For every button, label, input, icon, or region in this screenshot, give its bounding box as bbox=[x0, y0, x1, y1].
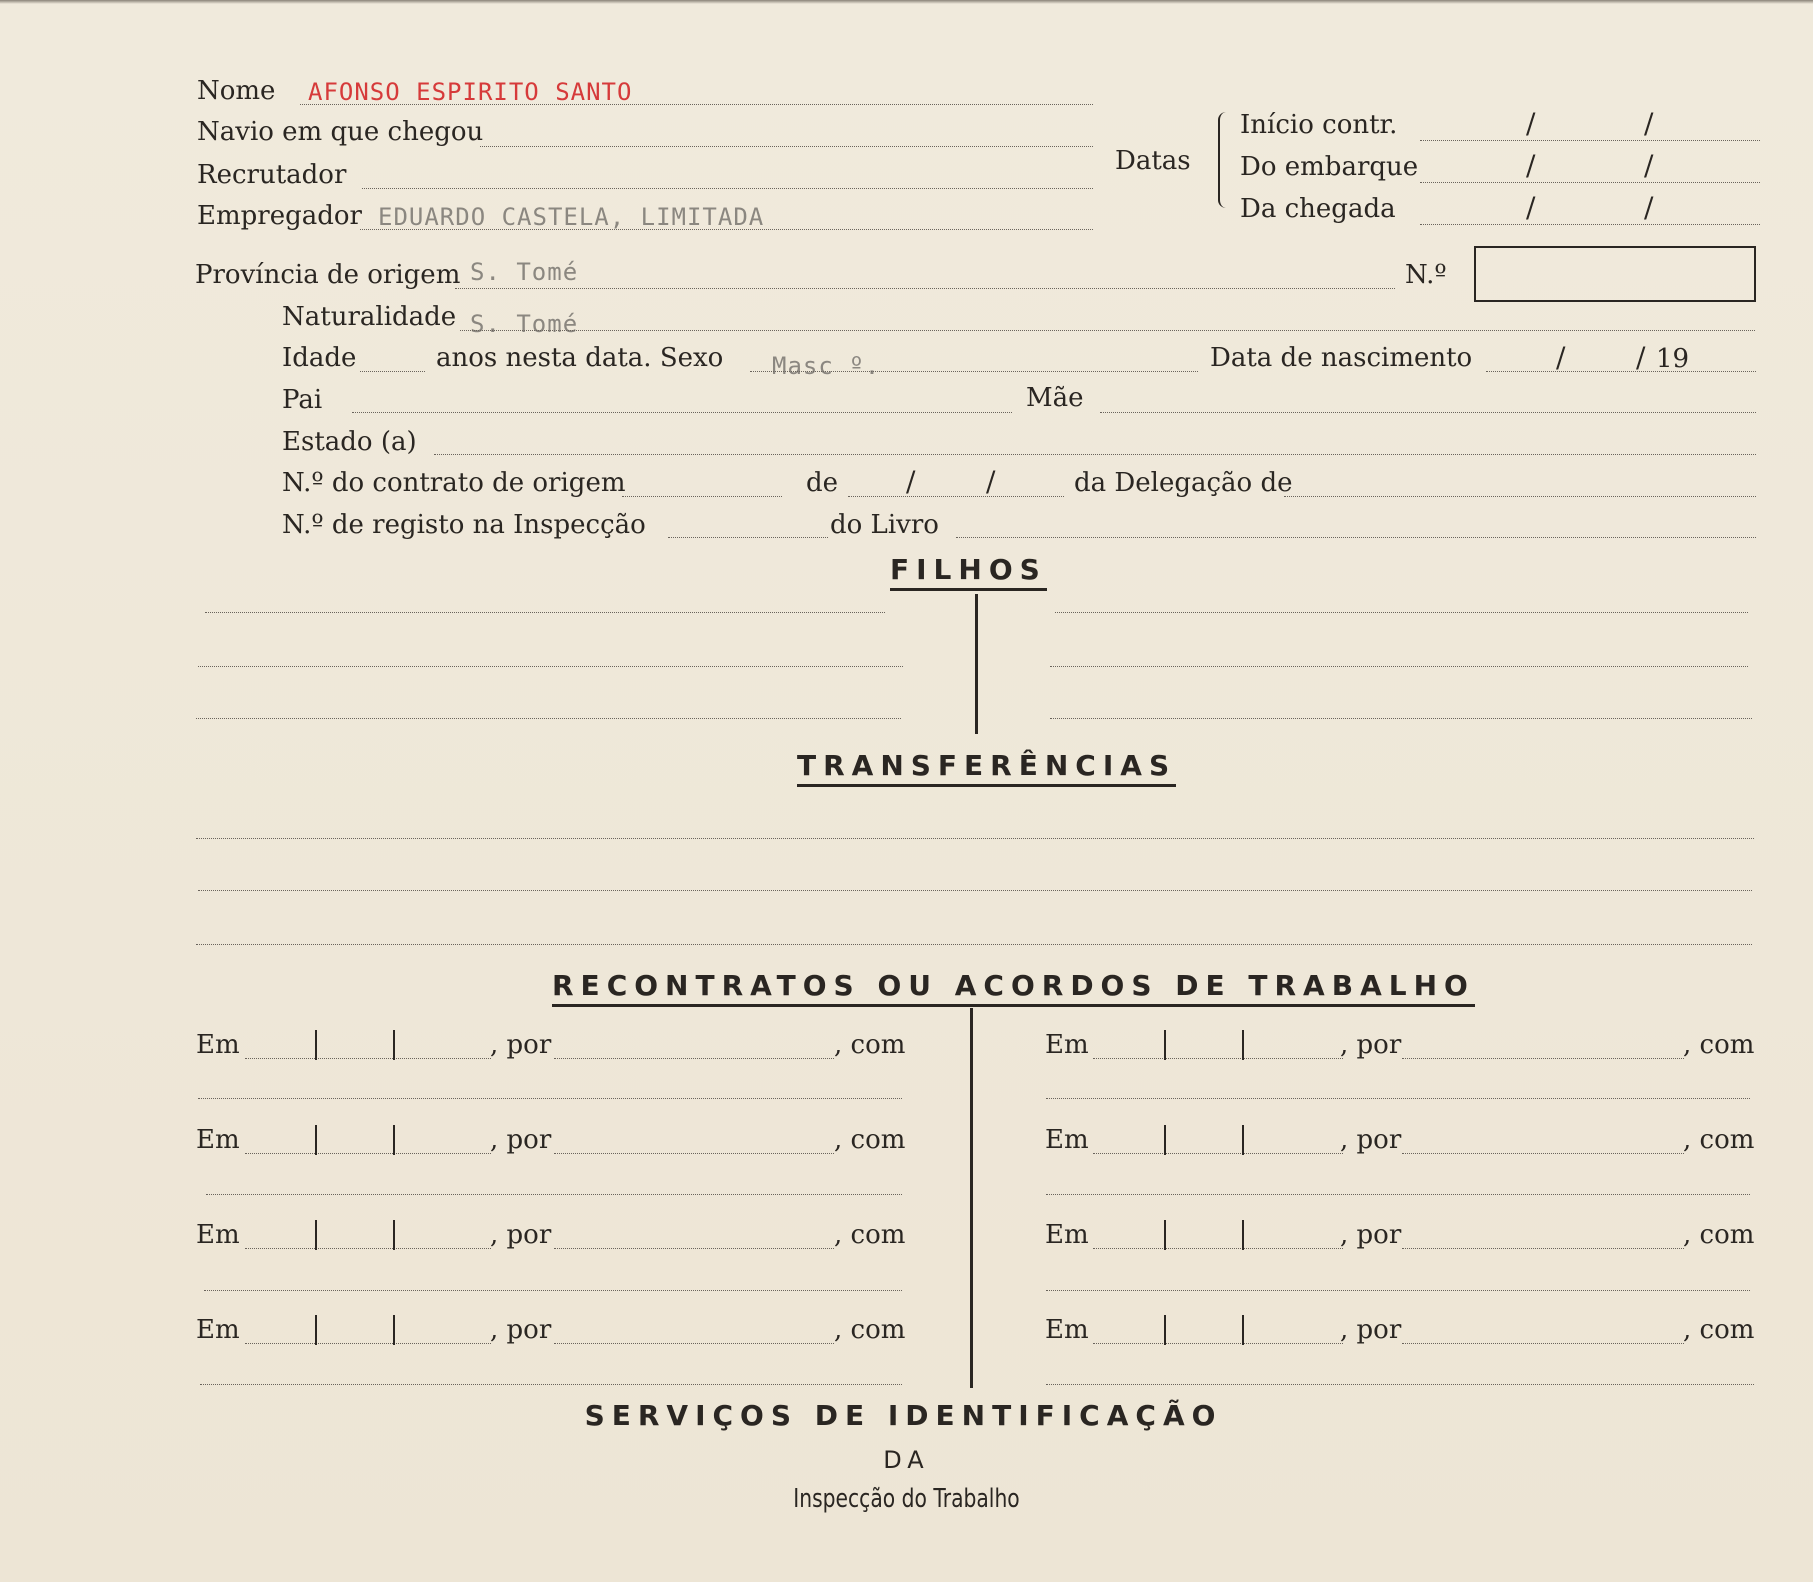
provincia-label: Província de origem bbox=[195, 260, 461, 290]
por-label: , por bbox=[1340, 1030, 1402, 1060]
recrutador-line bbox=[362, 188, 1093, 189]
inicio-slash-2: / bbox=[1644, 107, 1654, 140]
numero-box bbox=[1474, 246, 1756, 302]
com-label: , com bbox=[834, 1220, 906, 1250]
transferencias-line-2 bbox=[198, 890, 1752, 891]
por-label: , por bbox=[490, 1125, 552, 1155]
por-line bbox=[1402, 1343, 1684, 1344]
anos-sexo-label: anos nesta data. Sexo bbox=[436, 343, 724, 373]
empregador-label: Empregador bbox=[197, 201, 362, 231]
contrato-label: N.º do contrato de origem bbox=[282, 468, 626, 498]
em-label: Em bbox=[196, 1030, 240, 1060]
date-separator bbox=[1242, 1030, 1244, 1060]
em-label: Em bbox=[196, 1125, 240, 1155]
com-label: , com bbox=[834, 1125, 906, 1155]
com-label: , com bbox=[1683, 1125, 1755, 1155]
filhos-divider bbox=[975, 594, 978, 734]
com-label: , com bbox=[1683, 1220, 1755, 1250]
nome-label: Nome bbox=[197, 76, 276, 106]
year-prefix: 19 bbox=[1656, 344, 1690, 374]
por-line bbox=[554, 1248, 834, 1249]
em-label: Em bbox=[1045, 1220, 1089, 1250]
delegacao-label: da Delegação de bbox=[1074, 468, 1293, 498]
footer-title: SERVIÇOS DE IDENTIFICAÇÃO bbox=[584, 1399, 1223, 1432]
embarque-slash-1: / bbox=[1526, 149, 1536, 182]
por-line bbox=[554, 1343, 834, 1344]
idade-label: Idade bbox=[282, 343, 357, 373]
nascimento-slash-2: / bbox=[1636, 341, 1646, 374]
em-date-line bbox=[1093, 1153, 1343, 1154]
delegacao-line bbox=[1284, 496, 1756, 497]
por-label: , por bbox=[490, 1315, 552, 1345]
sexo-line bbox=[750, 371, 1198, 372]
estado-line bbox=[434, 454, 1756, 455]
transferencias-heading: TRANSFERÊNCIAS bbox=[797, 752, 1176, 787]
inicio-label: Início contr. bbox=[1240, 110, 1398, 140]
naturalidade-value: S. Tomé bbox=[470, 310, 579, 338]
por-label: , por bbox=[1340, 1315, 1402, 1345]
date-separator bbox=[315, 1315, 317, 1345]
com-label: , com bbox=[834, 1030, 906, 1060]
de-line bbox=[848, 496, 1064, 497]
filhos-line-left-1 bbox=[205, 612, 885, 613]
em-label: Em bbox=[1045, 1315, 1089, 1345]
em-date-line bbox=[1093, 1248, 1343, 1249]
com-line bbox=[1046, 1098, 1750, 1099]
filhos-line-left-3 bbox=[196, 718, 901, 719]
pai-line bbox=[352, 412, 1012, 413]
date-separator bbox=[1242, 1315, 1244, 1345]
livro-line bbox=[956, 537, 1756, 538]
nascimento-slash-1: / bbox=[1556, 341, 1566, 374]
recontratos-heading: RECONTRATOS OU ACORDOS DE TRABALHO bbox=[552, 972, 1475, 1007]
com-line bbox=[206, 1194, 902, 1195]
date-separator bbox=[315, 1030, 317, 1060]
recrutador-label: Recrutador bbox=[197, 160, 347, 190]
provincia-value: S. Tomé bbox=[470, 258, 579, 286]
com-label: , com bbox=[1683, 1315, 1755, 1345]
por-label: , por bbox=[490, 1220, 552, 1250]
com-label: , com bbox=[1683, 1030, 1755, 1060]
navio-label: Navio em que chegou bbox=[197, 117, 484, 147]
registo-label: N.º de registo na Inspecção bbox=[282, 510, 646, 540]
date-separator bbox=[393, 1315, 395, 1345]
date-separator bbox=[1164, 1315, 1166, 1345]
com-line bbox=[200, 1384, 902, 1385]
empregador-value: EDUARDO CASTELA, LIMITADA bbox=[378, 203, 765, 231]
em-label: Em bbox=[196, 1220, 240, 1250]
idade-line bbox=[360, 371, 425, 372]
date-separator bbox=[393, 1220, 395, 1250]
filhos-line-right-3 bbox=[1050, 718, 1752, 719]
por-label: , por bbox=[1340, 1125, 1402, 1155]
de-label: de bbox=[806, 468, 839, 498]
date-separator bbox=[393, 1030, 395, 1060]
embarque-slash-2: / bbox=[1644, 149, 1654, 182]
filhos-line-left-2 bbox=[198, 666, 903, 667]
com-line bbox=[204, 1290, 902, 1291]
registo-line bbox=[668, 537, 828, 538]
pai-label: Pai bbox=[282, 385, 323, 415]
em-date-line bbox=[245, 1343, 491, 1344]
com-line bbox=[1046, 1290, 1750, 1291]
de-slash-1: / bbox=[906, 465, 916, 498]
com-line bbox=[198, 1098, 902, 1099]
naturalidade-line bbox=[460, 330, 1755, 331]
datas-label: Datas bbox=[1115, 146, 1191, 176]
nascimento-line bbox=[1486, 371, 1756, 372]
chegada-label: Da chegada bbox=[1240, 194, 1396, 224]
footer-inspeccao: Inspecção do Trabalho bbox=[793, 1484, 1020, 1514]
embarque-line bbox=[1420, 182, 1760, 183]
chegada-slash-2: / bbox=[1644, 191, 1654, 224]
transferencias-line-1 bbox=[196, 838, 1754, 839]
nome-line bbox=[300, 104, 1093, 105]
date-separator bbox=[1242, 1125, 1244, 1155]
estado-label: Estado (a) bbox=[282, 427, 417, 457]
por-line bbox=[554, 1058, 834, 1059]
em-label: Em bbox=[196, 1315, 240, 1345]
date-separator bbox=[1164, 1220, 1166, 1250]
chegada-line bbox=[1420, 224, 1760, 225]
empregador-line bbox=[360, 229, 1093, 230]
por-line bbox=[1402, 1058, 1684, 1059]
em-label: Em bbox=[1045, 1030, 1089, 1060]
date-separator bbox=[1164, 1030, 1166, 1060]
com-line bbox=[1046, 1384, 1754, 1385]
date-separator bbox=[315, 1125, 317, 1155]
date-separator bbox=[393, 1125, 395, 1155]
date-separator bbox=[315, 1220, 317, 1250]
mae-line bbox=[1100, 412, 1756, 413]
por-label: , por bbox=[490, 1030, 552, 1060]
com-label: , com bbox=[834, 1315, 906, 1345]
contrato-line bbox=[622, 496, 782, 497]
nome-value: AFONSO ESPIRITO SANTO bbox=[308, 78, 633, 106]
em-date-line bbox=[245, 1248, 491, 1249]
footer bbox=[0, 1399, 1813, 1514]
filhos-line-right-2 bbox=[1050, 666, 1748, 667]
embarque-label: Do embarque bbox=[1240, 152, 1419, 182]
por-line bbox=[1402, 1248, 1684, 1249]
date-separator bbox=[1242, 1220, 1244, 1250]
por-label: , por bbox=[1340, 1220, 1402, 1250]
filhos-line-right-1 bbox=[1055, 612, 1748, 613]
mae-label: Mãe bbox=[1026, 383, 1084, 413]
por-line bbox=[554, 1153, 834, 1154]
navio-line bbox=[480, 146, 1093, 147]
sexo-value: Masc º. bbox=[772, 352, 881, 380]
com-line bbox=[1046, 1194, 1750, 1195]
naturalidade-label: Naturalidade bbox=[282, 302, 457, 332]
provincia-line bbox=[455, 288, 1395, 289]
livro-label: do Livro bbox=[830, 510, 939, 540]
de-slash-2: / bbox=[986, 465, 996, 498]
em-date-line bbox=[1093, 1058, 1343, 1059]
inicio-slash-1: / bbox=[1526, 107, 1536, 140]
filhos-heading: FILHOS bbox=[890, 556, 1047, 591]
inicio-line bbox=[1420, 140, 1760, 141]
recontratos-divider bbox=[970, 1008, 973, 1388]
por-line bbox=[1402, 1153, 1684, 1154]
datas-brace bbox=[1218, 112, 1230, 208]
em-date-line bbox=[1093, 1343, 1343, 1344]
em-date-line bbox=[245, 1058, 491, 1059]
em-label: Em bbox=[1045, 1125, 1089, 1155]
footer-da: DA bbox=[883, 1446, 930, 1474]
numero-label: N.º bbox=[1405, 260, 1447, 290]
nascimento-label: Data de nascimento bbox=[1210, 343, 1473, 373]
em-date-line bbox=[245, 1153, 491, 1154]
date-separator bbox=[1164, 1125, 1166, 1155]
transferencias-line-3 bbox=[196, 944, 1752, 945]
chegada-slash-1: / bbox=[1526, 191, 1536, 224]
